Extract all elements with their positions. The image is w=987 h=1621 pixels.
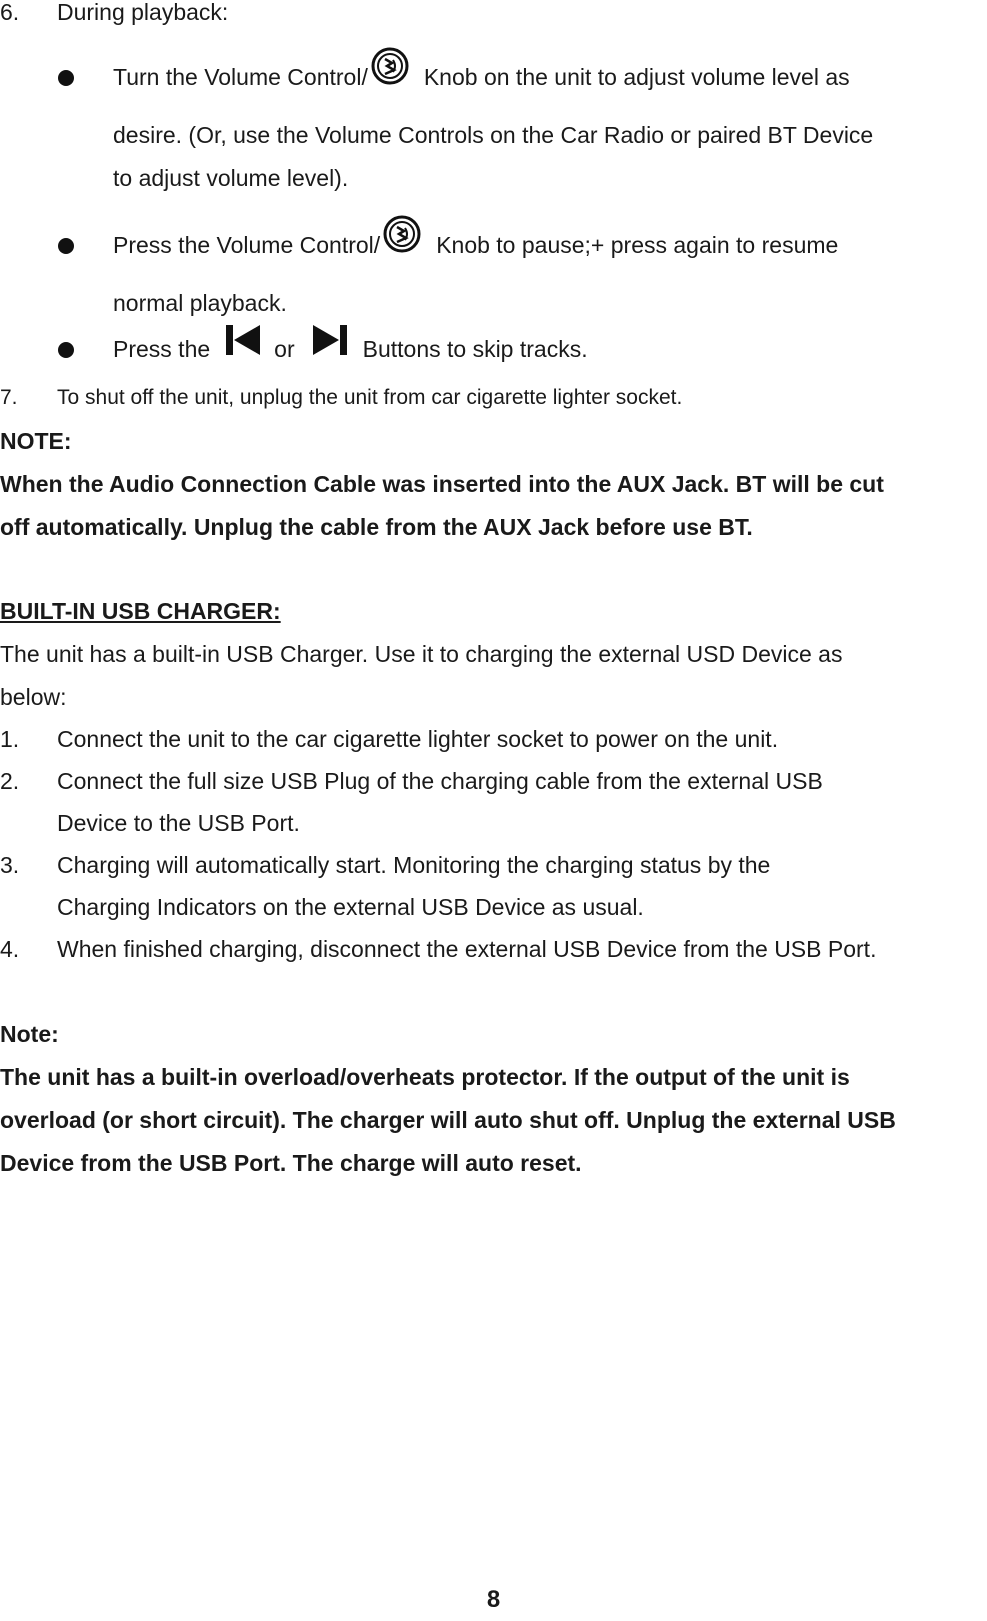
usb-step-number: 1.	[0, 726, 20, 752]
note-2-line-2: overload (or short circuit). The charger will auto shut off. Unplug the external USB	[0, 1107, 896, 1133]
section-7-text: To shut off the unit, unplug the unit from car cigarette lighter socket.	[57, 386, 683, 409]
bullet-1-line-1	[113, 62, 850, 93]
bullet-1-text-b: Knob on the unit to adjust volume level as	[423, 64, 850, 90]
usb-step-4-line-1: When finished charging, disconnect the external USB Device from the USB Port.	[57, 936, 877, 962]
usb-step-1-line-1: Connect the unit to the car cigarette lighter socket to power on the unit.	[57, 726, 779, 752]
bullet-3-or: or	[274, 336, 295, 362]
bullet-2-text-b: Knob to pause;+ press again to resume	[436, 232, 839, 258]
section-7-number: 7.	[0, 386, 18, 409]
usb-step-number: 4.	[0, 936, 20, 962]
bullet-3-text-b: Buttons to skip tracks.	[362, 336, 588, 362]
knob-icon	[370, 46, 410, 93]
note-2-line-1: The unit has a built-in overload/overheats protector. If the output of the unit is	[0, 1064, 850, 1090]
note-1-line-2: off automatically. Unplug the cable from the AUX Jack before use BT.	[0, 514, 753, 540]
usb-step-number: 2.	[0, 768, 20, 794]
bullet-1-line-2: desire. (Or, use the Volume Controls on the Car Radio or paired BT Device	[113, 122, 874, 148]
usb-step-2-line-1: Connect the full size USB Plug of the charging cable from the external USB	[57, 768, 823, 794]
section-6-heading: During playback:	[57, 0, 229, 25]
note-1-label: NOTE:	[0, 428, 72, 454]
bullet-3-dot	[58, 342, 74, 358]
bullet-1-dot	[58, 70, 74, 86]
section-6-number: 6.	[0, 0, 20, 25]
bullet-2-text-a: Press the Volume Control/	[113, 232, 381, 258]
note-2-label: Note:	[0, 1021, 59, 1047]
usb-step-3-line-2: Charging Indicators on the external USB Device as usual.	[57, 894, 644, 920]
knob-icon	[382, 214, 422, 261]
bullet-1-line-3: to adjust volume level).	[113, 165, 349, 191]
bullet-2-dot	[58, 238, 74, 254]
skip-previous-icon	[224, 323, 262, 364]
usb-step-number: 3.	[0, 852, 20, 878]
bullet-1-text-a: Turn the Volume Control/	[113, 64, 368, 90]
bullet-3-text-a: Press the	[113, 336, 211, 362]
usb-intro-line-2: below:	[0, 684, 67, 710]
usb-section-heading: BUILT-IN USB CHARGER:	[0, 598, 281, 624]
usb-step-2-line-2: Device to the USB Port.	[57, 810, 300, 836]
bullet-2-line-2: normal playback.	[113, 290, 287, 316]
bullet-2-line-1	[113, 230, 838, 261]
skip-next-icon	[311, 323, 349, 364]
note-2-line-3: Device from the USB Port. The charge will auto reset.	[0, 1150, 582, 1176]
note-1-line-1: When the Audio Connection Cable was inserted into the AUX Jack. BT will be cut	[0, 471, 884, 497]
usb-intro-line-1: The unit has a built-in USB Charger. Use it to charging the external USD Device as	[0, 641, 843, 667]
usb-step-3-line-1: Charging will automatically start. Monitoring the charging status by the	[57, 852, 771, 878]
page-number: 8	[486, 1586, 501, 1613]
bullet-3-line-1	[113, 334, 588, 364]
